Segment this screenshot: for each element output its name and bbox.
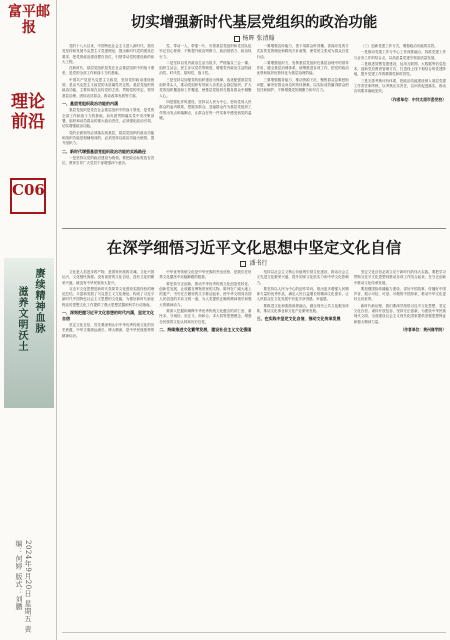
paragraph: 三要增强服务能力，推动资源下沉，聚焦群众急难愁盼问题，解决好群众身边的具体困难，以实际成效赢得群众的信任和拥护，不断增强党的凝聚力和号召力。: [256, 77, 349, 93]
paragraph: 坚定文化自信必须立足于新时代的伟大实践。要把学习贯彻习近平文化思想同推动各项工作结合起来，在守正创新中推动文化传承发展。: [353, 270, 446, 285]
page-code: C06: [10, 178, 46, 214]
article-2-author-unit: （作者单位：贵州商学院）: [400, 326, 446, 332]
article-2-column-4: [354, 270, 446, 628]
newspaper-masthead-logo: 富平邮报: [8, 4, 50, 36]
article-1-author-unit: （作者单位：中共太原市委党校）: [389, 96, 446, 102]
section-heading: 三、在实践中坚定文化自信，推动文化传承发展: [256, 316, 341, 322]
paragraph: 新时代新征程，我们要深学细悟习近平文化思想，坚定文化自信、秉持开放包容、坚持守正创新，为建设中华民族现代文明、全面建设社会主义现代化国家提供坚强思想保证和强大精神力量。: [353, 303, 446, 324]
article-2-byline: [62, 258, 446, 267]
article-2-title: 在深学细悟习近平文化思想中坚定文化自信: [106, 239, 402, 257]
paragraph: 四是强化作风建设，坚持以人民为中心，密切党同人民群众的血肉联系，把服务群众、造福群众作为基层党组织工作的出发点和落脚点，让群众在每一件实事中感受到党的温暖。: [159, 99, 252, 120]
paragraph: 一是推动党建工作与中心工作深度融合，找准党建工作与业务工作的结合点，以高质量党建引领高质量发展。: [353, 50, 446, 60]
paragraph: 要坚持以人民为中心的创作导向，推出更多增强人民精神力量的优秀作品，满足人民日益增长的精神文化需求，让人民群众在文化发展中有更多获得感、幸福感。: [256, 286, 349, 302]
paragraph: 要深入挖掘和阐释中华优秀传统文化蕴含的讲仁爱、重民本、守诚信、崇正义、尚和合、求大同等思想理念，增强全民族的文化认同和历史自觉。: [159, 309, 252, 324]
article-1-body: [62, 44, 446, 222]
article-1-byline: [62, 33, 446, 42]
paragraph: 性，带动一人、带强一片，引领基层党组织和党员队伍牢记初心使命，不断提升政治判断力、政治领悟力、政治执行力。: [159, 44, 252, 59]
article-2-author: 潘书行: [249, 260, 268, 267]
article-divider: [62, 228, 446, 229]
left-sidebar: [0, 0, 58, 640]
article-2-column-1: [62, 270, 154, 628]
paragraph: 要加强国际传播能力建设，讲好中国故事、传播好中国声音，展示可信、可爱、可敬的中国形象，推动中华文化更好走向世界。: [353, 286, 446, 302]
article-1-author: 杨晖 张清翰: [242, 35, 275, 42]
paragraph: 中国共产党是马克思主义政党，坚持党的政治建设统领，是由马克思主义政党的本质属性决定的。基层党组织的政治功能，主要体现在宣传党的主张、贯彻党的决定、领导基层治理、团结动员群众、推动改革发展等方面。: [62, 77, 155, 98]
main-content: [62, 0, 446, 640]
slogan-line-2: 滋养文明沃土: [16, 286, 27, 352]
paragraph: （三）创新党建工作方式，增强政治功能的实效。: [360, 44, 438, 48]
article-2-column-3: [257, 270, 349, 628]
paragraph: 中华优秀传统文化是中华民族的突出优势，是我们在世界文化激荡中站稳脚跟的根基。: [159, 270, 252, 280]
article-1-column-2: [159, 44, 251, 222]
paragraph: 习近平文化思想是新时代党领导文化建设实践经验的理论总结，丰富和发展了马克思主义文化理论，构成了习近平新时代中国特色社会主义思想的文化篇，为做好新时代新征程宣传思想文化工作提供了强大思想武器和科学行动指南。: [62, 286, 155, 307]
article-2-column-2: [159, 270, 251, 628]
paragraph: 要推进文化和旅游深度融合，健全现代公共文化服务体系，推动文化事业和文化产业繁荣发展。: [256, 303, 349, 314]
article-1-title: 切实增强新时代基层党组织的政治功能: [130, 15, 378, 31]
slogan-line-1: 赓续精神血脉: [33, 268, 44, 334]
issue-meta: 2024年9月20日 星期五 责编：何婷 版式：刘鹏: [15, 540, 32, 633]
paragraph: 文化是人类进步的产物，是国家民族的灵魂。文化兴国运兴，文化强民族强。没有高度的文化自信，没有文化的繁荣兴盛，就没有中华民族伟大复兴。: [62, 270, 155, 285]
paragraph: 坚定文化自信，首先要深刻认识中华优秀传统文化的历史底蕴，中华文明源远流长、博大精深，是中华民族独特的精神标识。: [62, 323, 155, 338]
section-heading: 二、新时代增强基层党组织政治功能的实践路径: [62, 148, 146, 154]
sidebar-illustration: [4, 258, 54, 408]
paragraph: 一要增强宣传能力，善于用群众听得懂、喜闻乐见的方式宣传党的理论和路线方针政策，使党的主张成为群众自觉行动。: [256, 44, 349, 59]
paragraph: 党的十八大以来，中国特色社会主义进入新时代，我们党坚持和发展马克思主义党建理论，提出新时代党的建设总要求，把党的政治建设摆在首位，引领带动党的建设新的伟大工程。: [62, 44, 155, 64]
page-bottom-rule: [62, 632, 446, 633]
paragraph: 三是坚持以加强党的组织建设为保障，选优配强基层党组织带头人，推动党组织有效嵌入各类社会基层组织，扩大党的组织覆盖和工作覆盖，使基层党组织在服务群众中凝聚人心。: [159, 77, 252, 98]
paragraph: 基层党组织是党在社会基层组织中的战斗堡垒，是党的全部工作和战斗力的基础，肩负着贯彻落实党中央决策部署、组织和动员群众的重大政治责任，必须强化政治引领，切实增强政治功能。: [62, 108, 155, 129]
paragraph: 二要增强组织力，发挥基层党组织在基层治理中的领导作用，健全基层治理体系，统筹推进各项工作，把党的政治优势和组织优势转化为基层治理效能。: [256, 60, 349, 76]
paragraph: 党的全面领导必须落实到基层，基层党组织的政治功能和组织功能是相辅相成的，必须坚持以政治功能为统领，提升组织力。: [62, 130, 155, 146]
article-1-column-3: [257, 44, 349, 222]
paragraph: 二是推进智慧党建建设，运用互联网、大数据等信息技术，创新党员教育管理方式，打造线上线下相结合的党建阵地，提升党建工作的精准性和时效性。: [353, 61, 446, 77]
paragraph: 要坚持守正创新，推动中华优秀传统文化创造性转化、创新性发展，让收藏在博物馆里的文物、陈列在广阔大地上的遗产、书写在古籍里的文字都活起来，使中华文明同各国人民创造的多彩文明一道，为人类提供正确的精神指引和强大的精神动力。: [159, 281, 252, 307]
paragraph: 一是坚持以党的政治建设为统领。要把政治标准放在首位，教育引导广大党员干部增强四个意识。: [62, 156, 155, 166]
article-1-column-4: [354, 44, 446, 222]
paragraph: 在新时代，基层党组织是党在社会基层组织中的战斗堡垒，是党的全部工作和战斗力的基础。: [62, 66, 155, 76]
paragraph: 坚持以社会主义核心价值观引领文化建设，推动社会主义先进文化繁荣兴盛，提升国家文化软实力和中华文化影响力。: [256, 270, 349, 285]
section-heading: 一、基层党组织政治功能的内涵: [62, 100, 118, 106]
paragraph: 二是坚持以党内政治生活为抓手，严格落实三会一课、组织生活会、民主评议党员等制度，增强党内政治生活的政治性、时代性、原则性、战斗性。: [159, 60, 252, 76]
article-2-body: [62, 270, 446, 628]
paragraph: 三是完善考核评价体系，把政治功能建设纳入基层党建工作责任制考核，以考核压实责任、以问责促进落实，推动各项要求落地见效。: [353, 78, 446, 94]
section-heading: 一、深刻把握习近平文化思想的时代内涵，坚定文化自信: [62, 310, 154, 321]
sidebar-divider: [56, 0, 57, 640]
article-1-column-1: [62, 44, 154, 222]
column-name: 理论前沿: [11, 92, 45, 132]
section-heading: 二、持续推进文化繁荣发展，建设社会主义文化强国: [159, 326, 252, 332]
